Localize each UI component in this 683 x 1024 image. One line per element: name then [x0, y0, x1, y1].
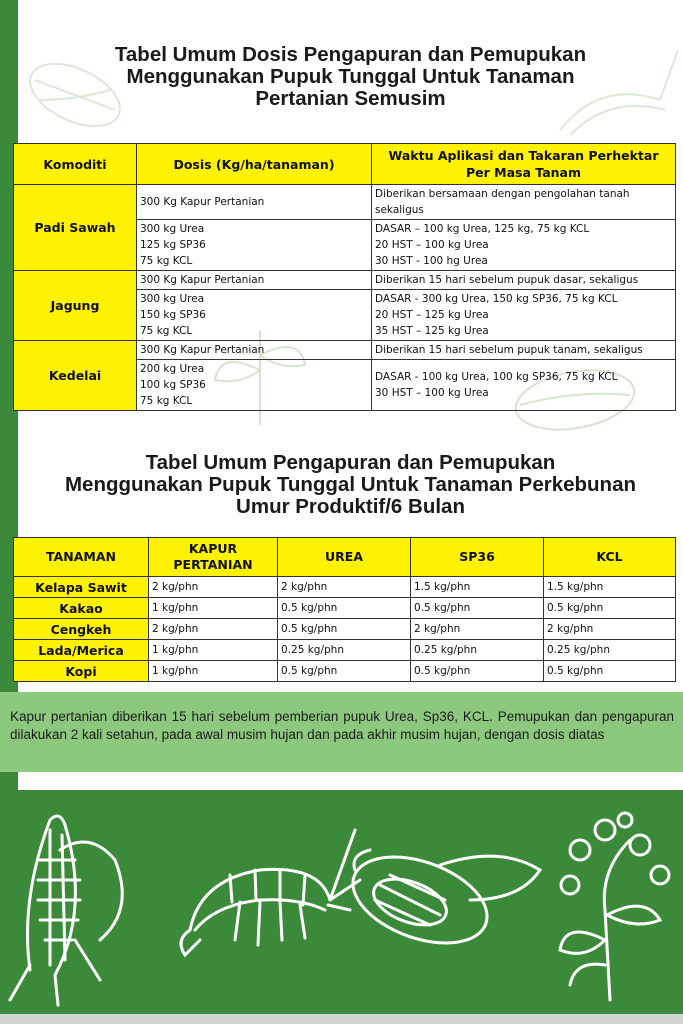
dosis-line: 150 kg SP36: [140, 309, 206, 321]
waktu-line: DASAR - 300 kg Urea, 150 kg SP36, 75 kg KCL: [375, 293, 618, 305]
table-row: [14, 619, 676, 640]
komoditi-cell: Kedelai: [14, 341, 137, 411]
dosis-cell: [137, 290, 372, 341]
waktu-line: 20 HST – 125 kg Urea: [375, 309, 489, 321]
note-text: Kapur pertanian diberikan 15 hari sebelum pemberian pupuk Urea, Sp36, KCL. Pemupukan dan pengapuran dilakukan 2 kali setahun, pada awal musim hujan dan pada akhir musim hujan, dengan dosis diatas: [10, 709, 674, 742]
title-line: Tabel Umum Dosis Pengapuran dan Pemupukan: [114, 43, 587, 66]
waktu-line: DASAR – 100 kg Urea, 125 kg, 75 kg KCL: [375, 223, 590, 235]
table-cell: 0.5 kg/phn: [278, 598, 411, 619]
waktu-line: 30 HST – 100 kg Urea: [375, 387, 489, 399]
table-cell: 0.5 kg/phn: [411, 661, 544, 682]
table-cell: 1 kg/phn: [149, 661, 278, 682]
table-row: [14, 577, 676, 598]
dosis-line: 200 kg Urea: [140, 363, 205, 375]
dosis-line: 75 kg KCL: [140, 255, 193, 267]
corn-icon: [10, 816, 122, 1005]
flower-branch-icon: [560, 813, 669, 1000]
waktu-line: 20 HST – 100 kg Urea: [375, 239, 489, 251]
column-header: Komoditi: [14, 144, 137, 185]
dosis-cell: 300 Kg Kapur Pertanian: [137, 271, 372, 290]
column-header: TANAMAN: [14, 538, 149, 577]
tanaman-cell: Lada/Merica: [14, 640, 149, 661]
waktu-cell: [372, 360, 676, 411]
waktu-cell: [372, 290, 676, 341]
waktu-cell: Diberikan bersamaan dengan pengolahan tanah sekaligus: [372, 185, 676, 220]
dosis-cell: 300 Kg Kapur Pertanian: [137, 185, 372, 220]
dosis-cell: [137, 220, 372, 271]
table-cell: 1 kg/phn: [149, 598, 278, 619]
table-cell: 1.5 kg/phn: [411, 577, 544, 598]
title-line: Umur Produktif/6 Bulan: [236, 495, 465, 518]
table-cell: 0.5 kg/phn: [544, 661, 676, 682]
tanaman-cell: Kakao: [14, 598, 149, 619]
illustration-group: [0, 790, 683, 1014]
title-line: Tabel Umum Pengapuran dan Pemupukan: [145, 451, 556, 474]
table-cell: 1.5 kg/phn: [544, 577, 676, 598]
table-cell: 0.25 kg/phn: [278, 640, 411, 661]
waktu-line: DASAR - 100 kg Urea, 100 kg SP36, 75 kg KCL: [375, 371, 618, 383]
table-row: [14, 598, 676, 619]
table-cell: 2 kg/phn: [411, 619, 544, 640]
waktu-cell: Diberikan 15 hari sebelum pupuk tanam, sekaligus: [372, 341, 676, 360]
table-cell: 2 kg/phn: [544, 619, 676, 640]
column-header: Waktu Aplikasi dan Takaran Perhektar Per Masa Tanam: [372, 144, 676, 185]
waktu-cell: [372, 220, 676, 271]
table-cell: 0.5 kg/phn: [411, 598, 544, 619]
waktu-line: 35 HST – 125 kg Urea: [375, 325, 489, 337]
table-cell: 0.5 kg/phn: [544, 598, 676, 619]
dosis-cell: [137, 360, 372, 411]
table-tanaman-perkebunan: [13, 537, 676, 682]
dosis-line: 300 kg Urea: [140, 293, 205, 305]
table-cell: 0.5 kg/phn: [278, 619, 411, 640]
title-line: Menggunakan Pupuk Tunggal Untuk Tanaman: [126, 65, 575, 88]
tanaman-cell: Cengkeh: [14, 619, 149, 640]
column-header: KAPUR PERTANIAN: [149, 538, 278, 577]
dosis-line: 125 kg SP36: [140, 239, 206, 251]
column-header: KCL: [544, 538, 676, 577]
shrimp-icon: [181, 830, 360, 955]
column-header: UREA: [278, 538, 411, 577]
table-tanaman-semusim: [13, 143, 676, 411]
bottom-illustration-band: [0, 790, 683, 1024]
table-row: [14, 640, 676, 661]
komoditi-cell: Jagung: [14, 271, 137, 341]
table-cell: 2 kg/phn: [149, 619, 278, 640]
waktu-cell: Diberikan 15 hari sebelum pupuk dasar, sekaligus: [372, 271, 676, 290]
title-line: Menggunakan Pupuk Tunggal Untuk Tanaman Perkebunan: [64, 473, 637, 496]
cacao-icon: [341, 840, 540, 959]
table-cell: 0.5 kg/phn: [278, 661, 411, 682]
table1-title: [18, 44, 683, 110]
table-cell: 2 kg/phn: [149, 577, 278, 598]
title-line: Pertanian Semusim: [255, 87, 446, 110]
komoditi-cell: Padi Sawah: [14, 185, 137, 271]
note-box: [0, 692, 683, 772]
tanaman-cell: Kelapa Sawit: [14, 577, 149, 598]
table-cell: 1 kg/phn: [149, 640, 278, 661]
column-header: SP36: [411, 538, 544, 577]
table-row: [14, 661, 676, 682]
table-cell: 2 kg/phn: [278, 577, 411, 598]
tanaman-cell: Kopi: [14, 661, 149, 682]
dosis-cell: 300 Kg Kapur Pertanian: [137, 341, 372, 360]
bottom-strip: [0, 1014, 683, 1024]
dosis-line: 75 kg KCL: [140, 395, 193, 407]
table-cell: 0.25 kg/phn: [411, 640, 544, 661]
dosis-line: 75 kg KCL: [140, 325, 193, 337]
dosis-line: 100 kg SP36: [140, 379, 206, 391]
dosis-line: 300 kg Urea: [140, 223, 205, 235]
column-header: Dosis (Kg/ha/tanaman): [137, 144, 372, 185]
table-cell: 0.25 kg/phn: [544, 640, 676, 661]
waktu-line: 30 HST - 100 hg Urea: [375, 255, 488, 267]
table2-title: [18, 452, 683, 518]
